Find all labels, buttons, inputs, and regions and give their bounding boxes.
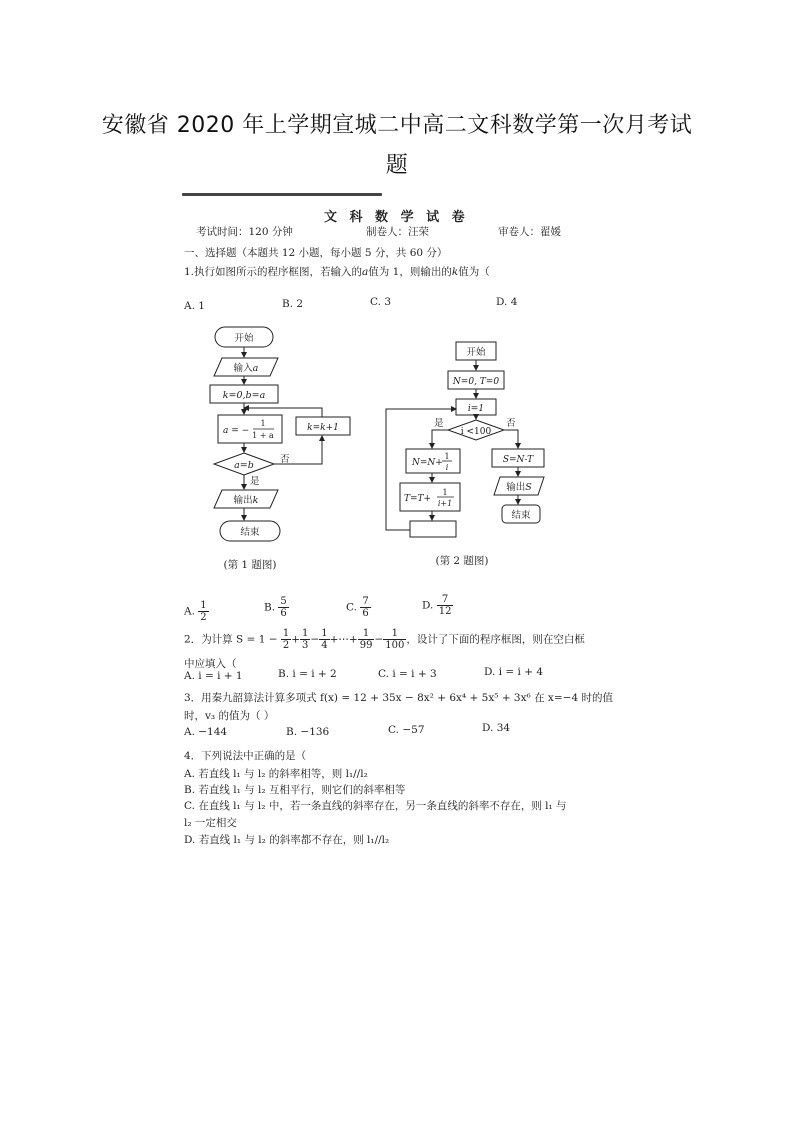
- document-title-line-2: 题: [385, 153, 409, 178]
- flow2-condition-label: i <100: [460, 427, 492, 437]
- q4-option-b: B. 若直线 l₁ 与 l₂ 互相平行，则它们的斜率相等: [184, 784, 406, 796]
- flow1-no-label: 否: [280, 454, 290, 465]
- flowchart-1-labels: [223, 332, 339, 571]
- flow1-start-label: 开始: [234, 333, 254, 344]
- q1-option-b: B. 2: [282, 298, 304, 310]
- question-1-stem: 1.执行如图所示的程序框图，若输入的a值为 1，则输出的k值为（: [184, 266, 490, 278]
- flow2-no-label: 否: [506, 418, 516, 429]
- flow2-start-label: 开始: [466, 347, 486, 358]
- document-title-line-1: 安徽省 2020 年上学期宣城二中高二文科数学第一次月考试: [101, 113, 693, 138]
- flow2-init-label: N=0, T=0: [452, 377, 500, 387]
- q4-option-d: D. 若直线 l₁ 与 l₂ 的斜率都不存在，则 l₁//l₂: [184, 834, 390, 846]
- flow2-caption: (第 2 题图): [435, 555, 489, 567]
- flow2-t-frac-den: i+1: [437, 499, 453, 508]
- q4-option-c-line-1: C. 在直线 l₁ 与 l₂ 中，若一条直线的斜率存在，另一条直线的斜率不存在，则 l₁ 与: [184, 800, 567, 812]
- flow2-s-calc-label: S=N-T: [502, 455, 534, 465]
- q2-option-b: B. i = i + 2: [278, 668, 337, 680]
- q3-option-d: D. 34: [482, 722, 511, 734]
- flow2-n-update-label: N=N+: [412, 458, 443, 468]
- flow2-i-init-label: i=1: [467, 404, 485, 414]
- flow1-end-label: 结束: [240, 527, 260, 538]
- q3-option-a: A. −144: [184, 726, 228, 738]
- flow1-assign-prefix: a = −: [223, 426, 250, 436]
- flow2-t-update-label: T=T+: [404, 494, 432, 504]
- flow1-increment-label: k=k+1: [307, 423, 339, 433]
- question-3-line-2: 时，v₃ 的值为（ ）: [184, 710, 275, 722]
- section-heading: 一、选择题（本题共 12 小题，每小题 5 分，共 60 分）: [184, 247, 448, 259]
- q1-option-a: A. 1: [184, 300, 205, 312]
- q2-option-d: D. i = i + 4: [484, 666, 544, 678]
- flow2-n-frac-den: i: [445, 463, 449, 472]
- flowchart-2-labels: [404, 346, 534, 567]
- flowcharts: [180, 320, 620, 590]
- flow1-input-label: 输入a: [233, 363, 259, 374]
- flowchart-2: [386, 342, 544, 537]
- q3-option-c: C. −57: [388, 724, 425, 736]
- q4-option-c-line-2: l₂ 一定相交: [184, 817, 237, 829]
- flow2-blank-node: [410, 521, 456, 537]
- exam-name: 文 科 数 学 试 卷: [324, 210, 469, 225]
- q2-option-a: A. i = i + 1: [184, 670, 243, 682]
- flow1-assign-frac-den: 1 + a: [252, 431, 274, 440]
- flow1-init-label: k=0,b=a: [222, 390, 266, 401]
- q1-answer-b: B. $\frac{5}{6}$: [264, 596, 287, 619]
- q1-answer-a: A. $\frac{1}{2}$: [184, 600, 207, 623]
- q1-option-c: C. 3: [370, 296, 392, 308]
- q1-answer-d: D. $\frac{7}{12}$: [422, 594, 452, 617]
- flow2-n-frac-num: 1: [444, 452, 450, 461]
- flow2-t-frac-num: 1: [442, 488, 448, 497]
- exam-author: 制卷人：汪荣: [366, 226, 429, 238]
- flow1-yes-label: 是: [250, 476, 260, 487]
- flow1-output-label: 输出k: [233, 495, 259, 506]
- exam-time: 考试时间：120 分钟: [196, 226, 293, 238]
- exam-reviewer: 审卷人：翟媛: [498, 226, 561, 238]
- question-2-line-2: 中应填入（: [184, 658, 237, 670]
- q3-option-b: B. −136: [286, 726, 330, 738]
- q1-answer-c: C. $\frac{7}{6}$: [346, 596, 369, 619]
- question-3-line-1: 3．用秦九韶算法计算多项式 f(x) = 12 + 35x − 8x² + 6x⁴ + 5x⁵ + 3x⁶ 在 x=−4 时的值: [184, 692, 613, 704]
- cut-off-header: [182, 190, 382, 198]
- q2-option-c: C. i = i + 3: [378, 668, 437, 680]
- flow1-assign-frac-num: 1: [260, 419, 266, 428]
- flow1-condition-label: a=b: [234, 460, 254, 471]
- question-4-stem: 4．下列说法中正确的是（: [184, 750, 307, 762]
- q4-option-a: A. 若直线 l₁ 与 l₂ 的斜率相等，则 l₁//l₂: [184, 768, 368, 780]
- flow1-caption: (第 1 题图): [223, 559, 277, 571]
- flow2-end-label: 结束: [511, 510, 531, 521]
- q1-option-d: D. 4: [496, 296, 518, 308]
- flow2-output-label: 输出S: [506, 482, 532, 493]
- scanned-exam-page: [180, 190, 620, 850]
- question-2-stem: 2．为计算 S = 1 − $\frac{1}{2}$ + $\frac{1}{3}$ − $\frac{1}{4}$ +⋯+ $\frac{1}{99}$ − $\frac{1}{100}$ ，设计了下面的程序框图，则在空白框: [184, 628, 585, 651]
- flow2-yes-label: 是: [434, 418, 444, 429]
